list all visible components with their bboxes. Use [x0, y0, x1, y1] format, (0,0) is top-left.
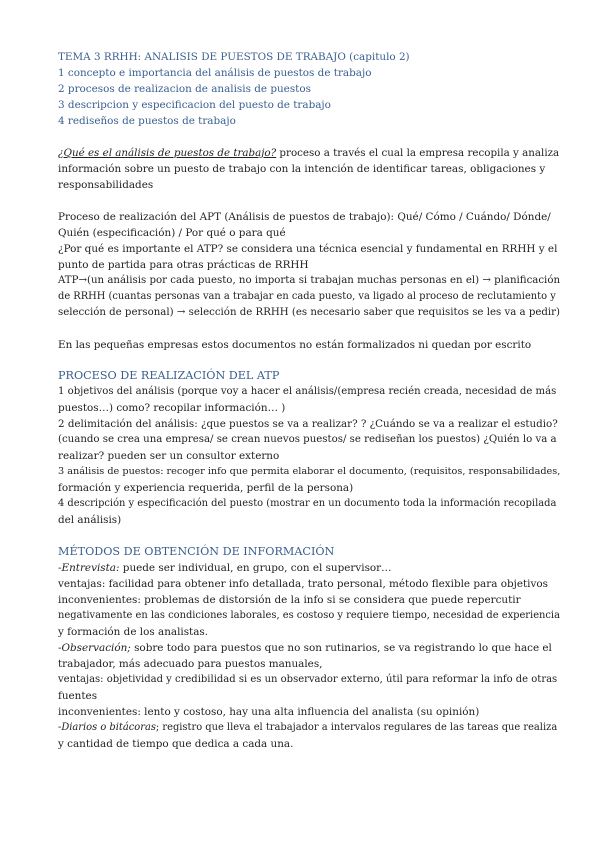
proceso-line-8: 4 descripción y especificación del puesto (mostrar en un documento toda la información recopilada	[58, 498, 557, 509]
metodos-line-12: y cantidad de tiempo que dedica a cada una.	[58, 738, 294, 750]
entrevista-text: puede ser individual, en grupo, con el supervisor…	[119, 562, 392, 574]
proceso-line-2: puestos…) como? recopilar información… )	[58, 402, 286, 414]
process-intro-line-4: punto de partida para otras prácticas de RRHH	[58, 259, 309, 271]
proceso-line-5: realizar? pueden ser un consultor externo	[58, 450, 280, 462]
metodos-diarios: -Diarios o bitácoras; registro que lleva el trabajador a intervalos regulares de las tareas que realiza	[58, 722, 558, 733]
metodos-observacion: -Observación; sobre todo para puestos que no son rutinarios, se va registrando lo que hace el	[58, 642, 552, 654]
metodos-line-2: ventajas: facilidad para obtener info detallada, trato personal, método flexible para objetivos	[58, 578, 548, 590]
process-intro-note: En las pequeñas empresas estos documentos no están formalizados ni quedan por escrito	[58, 339, 532, 351]
diarios-text: ; registro que lleva el trabajador a intervalos regulares de las tareas que realiza	[155, 722, 558, 733]
proceso-line-7: formación y experiencia requerida, perfil de la persona)	[58, 482, 354, 494]
process-intro-line-7: selección de personal) → selección de RRHH (es necesario saber que requisitos se les va a pedir)	[58, 307, 561, 318]
proceso-line-9: del análisis)	[58, 514, 122, 526]
process-intro-line-6: de RRHH (cuantas personas van a trabajar en cada puesto, va ligado al proceso de reclutamiento y	[58, 291, 556, 302]
metodos-line-3: inconvenientes: problemas de distorsión de la info si se considera que puede repercutir	[58, 594, 521, 606]
document-title: TEMA 3 RRHH: ANALISIS DE PUESTOS DE TRABAJO (capitulo 2)	[58, 51, 410, 63]
definition-question: ¿Qué es el análisis de puestos de trabajo?	[58, 147, 277, 159]
proceso-line-6: 3 análisis de puestos: recoger info que permita elaborar el documento, (requisitos, responsabilidades,	[58, 466, 561, 477]
metodos-line-7: trabajador, más adecuado para puestos manuales,	[58, 658, 323, 670]
metodos-line-5: y formación de los analistas.	[58, 626, 209, 638]
toc-item-2: 2 procesos de realizacion de analisis de puestos	[58, 83, 311, 95]
process-intro-line-5: ATP→(un análisis por cada puesto, no importa si trabajan muchas personas en el) → planificación	[58, 275, 561, 286]
entrevista-term: Entrevista:	[61, 562, 120, 574]
definition-answer: proceso a través el cual la empresa recopila y analiza	[276, 147, 560, 159]
metodos-line-8: ventajas: objetividad y credibilidad si es un observador externo, útil para reformar la info de otras	[58, 674, 558, 685]
proceso-heading: PROCESO DE REALIZACIÓN DEL ATP	[58, 369, 280, 382]
metodos-line-4: negativamente en las condiciones laborales, es costoso y requiere tiempo, necesidad de experiencia	[58, 610, 560, 621]
observacion-term: Observación;	[61, 642, 131, 654]
definition-line-2: información sobre un puesto de trabajo con la intención de identificar tareas, obligaciones y	[58, 163, 546, 175]
toc-item-4: 4 rediseños de puestos de trabajo	[58, 115, 236, 127]
toc-item-1: 1 concepto e importancia del análisis de puestos de trabajo	[58, 67, 372, 79]
metodos-heading: MÉTODOS DE OBTENCIÓN DE INFORMACIÓN	[58, 545, 335, 558]
proceso-line-1: 1 objetivos del análisis (porque voy a hacer el análisis/(empresa recién creada, necesidad de más	[58, 386, 557, 397]
proceso-line-3: 2 delimitación del análisis: ¿que puestos se va a realizar? ? ¿Cuándo se va a realizar el estudio?	[58, 418, 558, 430]
observacion-text: sobre todo para puestos que no son rutinarios, se va registrando lo que hace el	[130, 642, 552, 654]
metodos-line-10: inconvenientes: lento y costoso, hay una alta influencia del analista (su opinión)	[58, 706, 480, 718]
process-intro-line-2: Quién (especificación) / Por qué o para qué	[58, 227, 286, 239]
definition-line-1	[58, 145, 559, 161]
proceso-line-4: (cuando se crea una empresa/ se crean nuevos puestos/ se rediseñan los puestos) ¿Quién lo va a	[58, 434, 557, 445]
metodos-entrevista: -Entrevista: puede ser individual, en grupo, con el supervisor…	[58, 562, 392, 574]
metodos-line-9: fuentes	[58, 690, 98, 702]
definition-line-3: responsabilidades	[58, 179, 154, 191]
process-intro-line-3: ¿Por qué es importante el ATP? se considera una técnica esencial y fundamental en RRHH y el	[58, 243, 558, 255]
toc-item-3: 3 descripcion y especificacion del puesto de trabajo	[58, 99, 331, 111]
diarios-term: Diarios o bitácoras	[61, 722, 156, 733]
process-intro-line-1: Proceso de realización del APT (Análisis de puestos de trabajo): Qué/ Cómo / Cuándo/ Dónde/	[58, 211, 551, 223]
